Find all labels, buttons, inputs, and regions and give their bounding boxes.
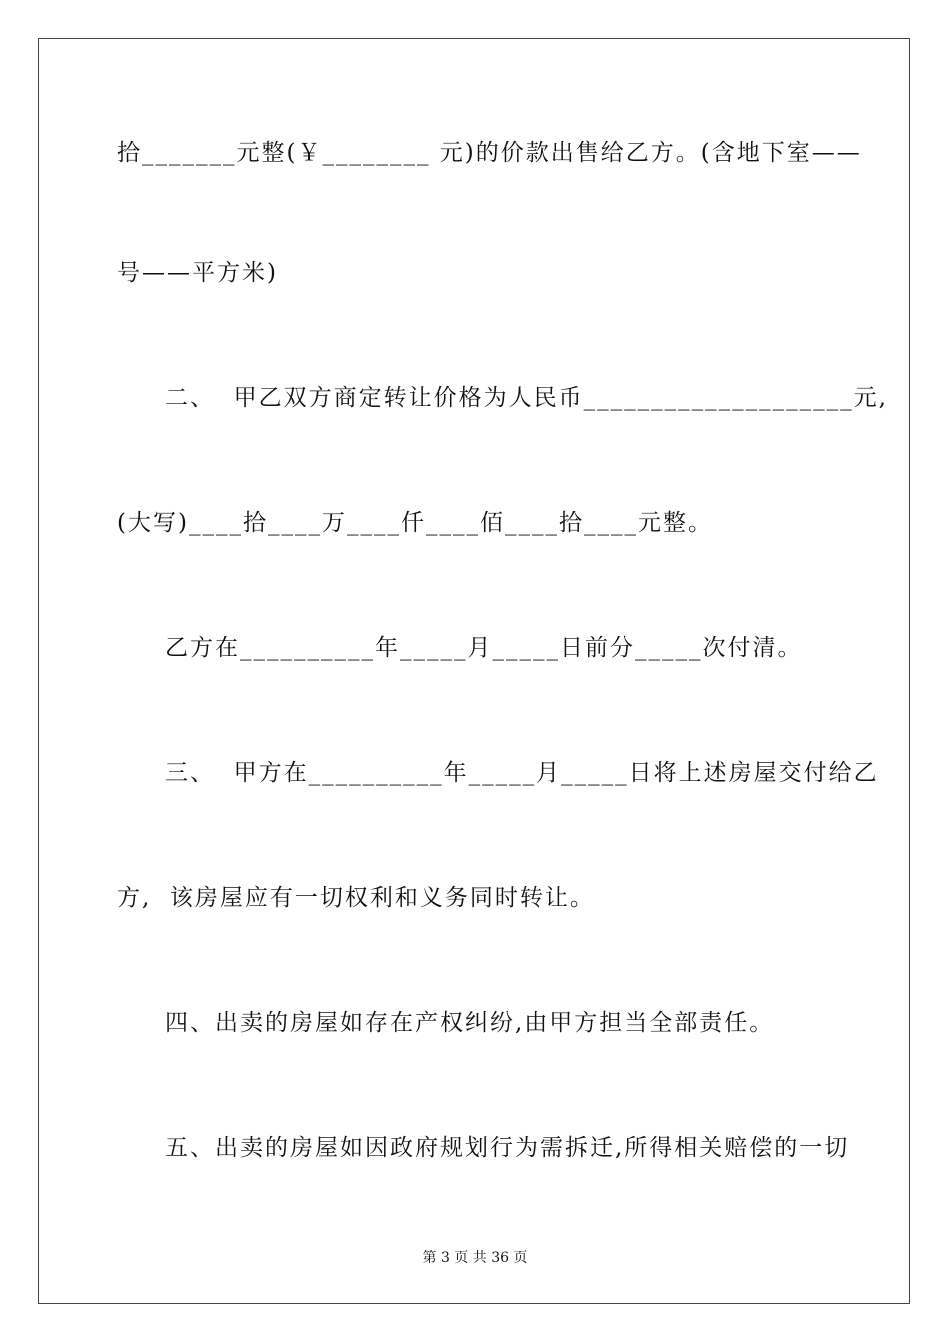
document-line-1: 拾_______元整(￥________ 元)的价款出售给乙方。(含地下室—— [117,140,862,166]
document-line-3: 二、 甲乙双方商定转让价格为人民币____________________元, [165,385,888,411]
document-line-6: 三、 甲方在__________年_____月_____日将上述房屋交付给乙 [165,760,879,786]
page-number-footer: 第 3 页 共 36 页 [422,1250,528,1266]
document-line-7: 方, 该房屋应有一切权利和义务同时转让。 [117,885,595,911]
page-frame [38,38,910,1304]
document-line-8: 四、出卖的房屋如存在产权纠纷,由甲方担当全部责任。 [165,1010,775,1036]
document-line-9: 五、出卖的房屋如因政府规划行为需拆迁,所得相关赔偿的一切 [165,1135,850,1161]
document-line-2: 号——平方米) [117,260,278,286]
document-line-5: 乙方在__________年_____月_____日前分_____次付清。 [165,635,803,661]
document-line-4: (大写)____拾____万____仟____佰____拾____元整。 [117,510,713,536]
